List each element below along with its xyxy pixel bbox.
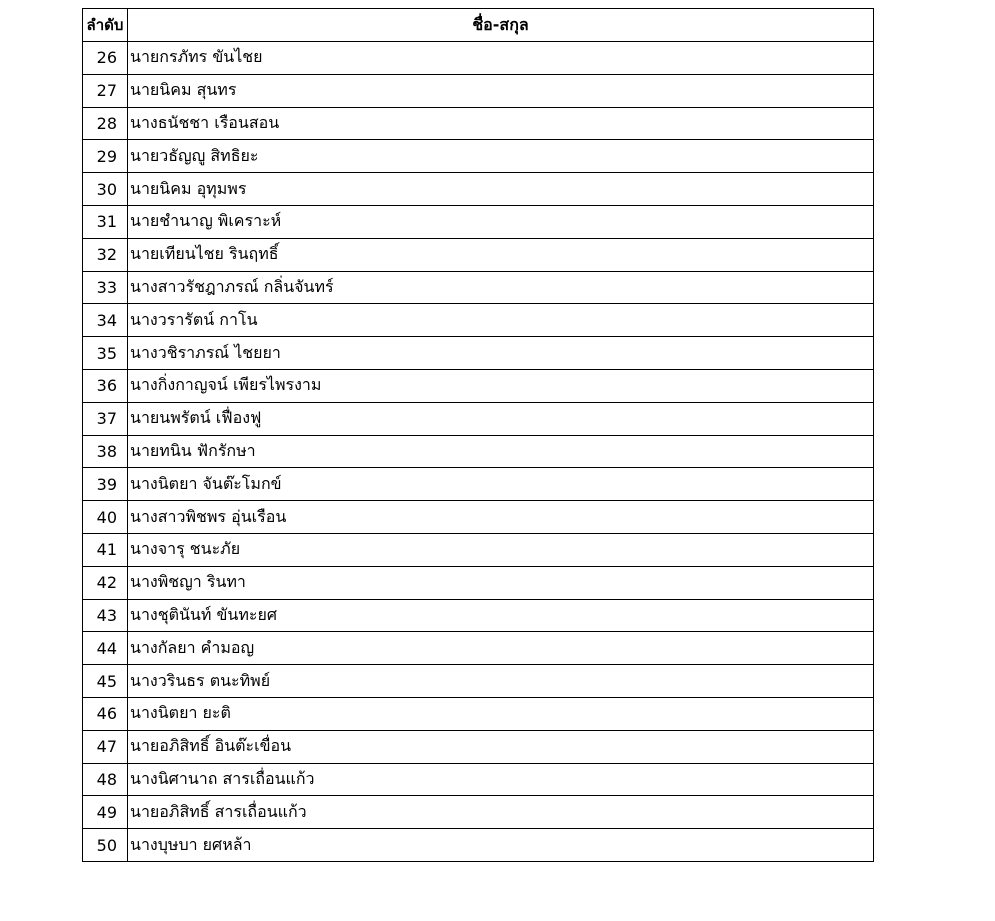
table-row	[83, 730, 874, 763]
row-full-name: นางกิ่งกาญจน์ เพียรไพรงาม	[128, 369, 874, 402]
row-order-number: 40	[83, 501, 128, 534]
row-order-number: 42	[83, 566, 128, 599]
row-full-name: นางวรารัตน์ กาโน	[128, 304, 874, 337]
row-order-number: 48	[83, 763, 128, 796]
row-order-number: 30	[83, 173, 128, 206]
row-order-number: 50	[83, 829, 128, 862]
row-order-number: 27	[83, 74, 128, 107]
table-row	[83, 632, 874, 665]
row-order-number: 31	[83, 205, 128, 238]
row-order-number: 33	[83, 271, 128, 304]
table-row	[83, 173, 874, 206]
row-full-name: นางชุตินันท์ ขันทะยศ	[128, 599, 874, 632]
row-order-number: 34	[83, 304, 128, 337]
table-row	[83, 140, 874, 173]
row-full-name: นางสาวรัชฎาภรณ์ กลิ่นจันทร์	[128, 271, 874, 304]
row-full-name: นางธนัชชา เรือนสอน	[128, 107, 874, 140]
row-order-number: 43	[83, 599, 128, 632]
table-body	[83, 42, 874, 862]
row-full-name: นายอภิสิทธิ์ อินต๊ะเขื่อน	[128, 730, 874, 763]
row-full-name: นางนิศานาถ สารเถื่อนแก้ว	[128, 763, 874, 796]
row-full-name: นายอภิสิทธิ์ สารเถื่อนแก้ว	[128, 796, 874, 829]
table-row	[83, 74, 874, 107]
table-row	[83, 829, 874, 862]
row-order-number: 46	[83, 697, 128, 730]
table-row	[83, 107, 874, 140]
row-order-number: 49	[83, 796, 128, 829]
row-order-number: 37	[83, 402, 128, 435]
table-row	[83, 271, 874, 304]
table-row	[83, 697, 874, 730]
table-row	[83, 205, 874, 238]
row-order-number: 41	[83, 533, 128, 566]
row-order-number: 44	[83, 632, 128, 665]
row-order-number: 35	[83, 337, 128, 370]
row-full-name: นายนิคม สุนทร	[128, 74, 874, 107]
row-order-number: 38	[83, 435, 128, 468]
row-order-number: 39	[83, 468, 128, 501]
table-header-row	[83, 9, 874, 42]
table-row	[83, 42, 874, 75]
row-full-name: นางกัลยา คำมอญ	[128, 632, 874, 665]
table-row	[83, 238, 874, 271]
name-list-table	[82, 8, 874, 862]
table-row	[83, 304, 874, 337]
row-order-number: 29	[83, 140, 128, 173]
table-row	[83, 337, 874, 370]
table-row	[83, 402, 874, 435]
table-row	[83, 599, 874, 632]
table-row	[83, 763, 874, 796]
row-full-name: นางวชิราภรณ์ ไชยยา	[128, 337, 874, 370]
row-order-number: 32	[83, 238, 128, 271]
table-row	[83, 533, 874, 566]
row-full-name: นายทนิน ฟักรักษา	[128, 435, 874, 468]
row-full-name: นางจารุ ชนะภัย	[128, 533, 874, 566]
row-order-number: 36	[83, 369, 128, 402]
row-full-name: นายวธัญญู สิทธิยะ	[128, 140, 874, 173]
row-full-name: นางพิชญา รินทา	[128, 566, 874, 599]
row-full-name: นางบุษบา ยศหล้า	[128, 829, 874, 862]
row-full-name: นายนพรัตน์ เฟื่องฟู	[128, 402, 874, 435]
row-order-number: 26	[83, 42, 128, 75]
table-row	[83, 501, 874, 534]
row-full-name: นายเทียนไชย รินฤทธิ์	[128, 238, 874, 271]
row-full-name: นางนิตยา ยะติ	[128, 697, 874, 730]
row-full-name: นายนิคม อุทุมพร	[128, 173, 874, 206]
table-row	[83, 435, 874, 468]
order-column-header: ลำดับ	[83, 9, 128, 42]
row-order-number: 45	[83, 665, 128, 698]
row-full-name: นางสาวพิชพร อุ่นเรือน	[128, 501, 874, 534]
name-column-header: ชื่อ-สกุล	[128, 9, 874, 42]
table-row	[83, 796, 874, 829]
row-full-name: นางนิตยา จันต๊ะโมกข์	[128, 468, 874, 501]
row-full-name: นายชำนาญ พิเคราะห์	[128, 205, 874, 238]
table-row	[83, 369, 874, 402]
row-order-number: 47	[83, 730, 128, 763]
row-full-name: นางวรินธร ตนะทิพย์	[128, 665, 874, 698]
table-row	[83, 566, 874, 599]
row-full-name: นายกรภัทร ขันไชย	[128, 42, 874, 75]
table-row	[83, 468, 874, 501]
table-row	[83, 665, 874, 698]
row-order-number: 28	[83, 107, 128, 140]
